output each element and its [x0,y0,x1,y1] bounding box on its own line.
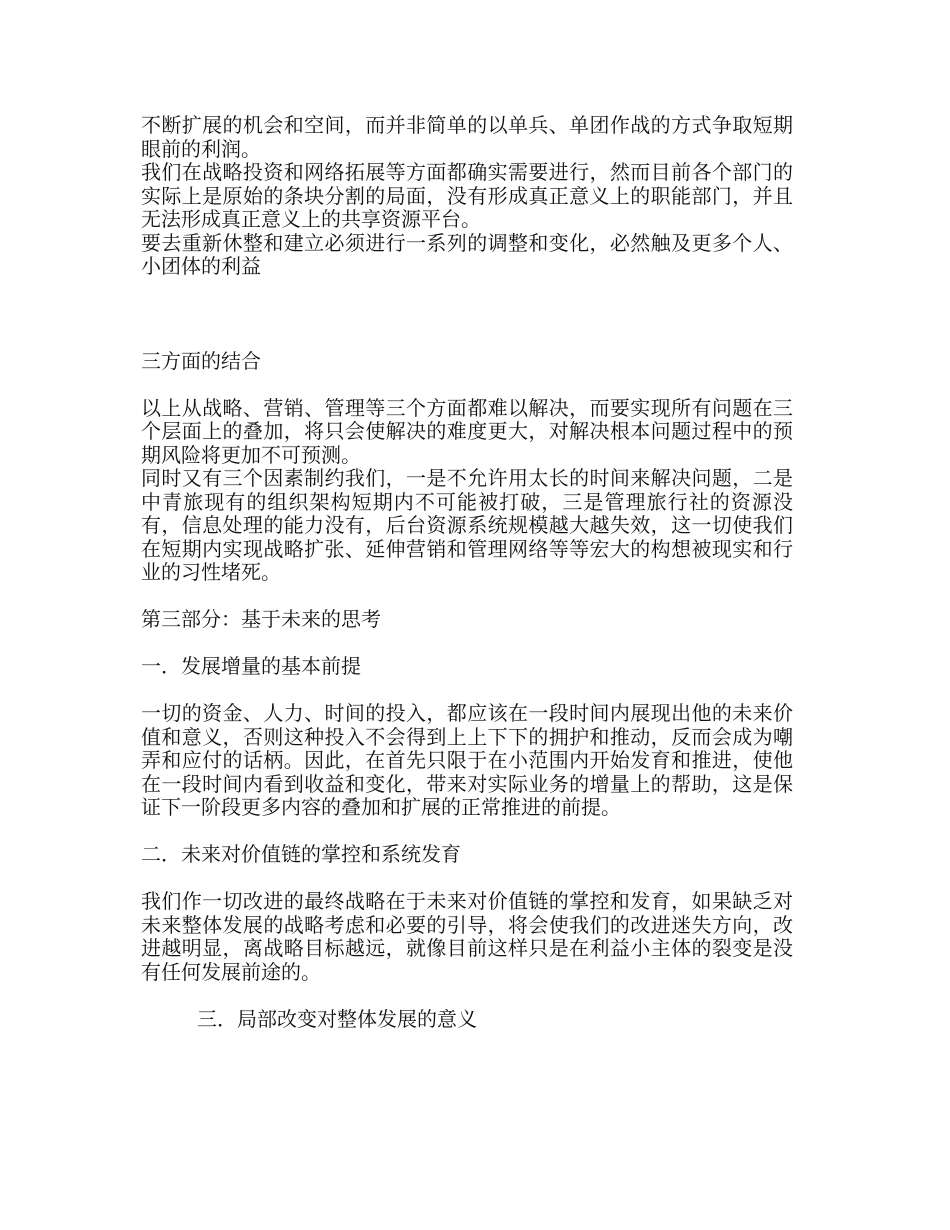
spacer [141,679,793,703]
paragraph-4: 以上从战略、营销、管理等三个方面都难以解决，而要实现所有问题在三个层面上的叠加，将只会使解决的难度更大，对解决根本问题过程中的预期风险将更加不可预测。 [141,395,793,467]
spacer [141,867,793,891]
spacer [141,820,793,844]
paragraph-1: 不断扩展的机会和空间，而并非简单的以单兵、单团作战的方式争取短期眼前的利润。 [141,113,793,161]
paragraph-6: 一切的资金、人力、时间的投入，都应该在一段时间内展现出他的未来价值和意义，否则这种投入不会得到上上下下的拥护和推动，反而会成为嘲弄和应付的话柄。因此，在首先只限于在小范围内开始发育和推进，使他在一段时间内看到收益和变化，带来对实际业务的增量上的帮助，这是保证下一阶段更多内容的叠加和扩展的正常推进的前提。 [141,701,793,819]
paragraph-5: 同时又有三个因素制约我们，一是不允许用太长的时间来解决问题，二是中青旅现有的组织架构短期内不可能被打破，三是管理旅行社的资源没有，信息处理的能力没有，后台资源系统规模越大越失效，这一切使我们在短期内实现战略扩张、延伸营销和管理网络等等宏大的构想被现实和行业的习性堵死。 [141,466,793,584]
spacer [141,585,793,609]
part-three-heading: 第三部分：基于未来的思考 [141,607,381,631]
subheading-1: 一．发展增量的基本前提 [141,654,361,678]
paragraph-2: 我们在战略投资和网络拓展等方面都确实需要进行，然而目前各个部门的实际上是原始的条块分割的局面，没有形成真正意义上的职能部门，并且无法形成真正意义上的共享资源平台。 [141,160,793,231]
spacer [141,373,793,397]
paragraph-7: 我们作一切改进的最终战略在于未来对价值链的掌控和发育，如果缺乏对未来整体发展的战略考虑和必要的引导，将会使我们的改进迷失方向，改进越明显，离战略目标越远，就像目前这样只是在利益小主体的裂变是没有任何发展前途的。 [141,889,793,984]
section-heading-combination: 三方面的结合 [141,348,261,373]
subheading-2: 二．未来对价值链的掌控和系统发育 [141,842,461,866]
subheading-3: 三．局部改变对整体发展的意义 [197,1006,477,1031]
spacer [141,279,793,350]
paragraph-3: 要去重新休整和建立必须进行一系列的调整和变化，必然触及更多个人、小团体的利益 [141,230,793,278]
spacer [141,984,793,1008]
spacer [141,632,793,656]
document-body [141,114,793,1031]
